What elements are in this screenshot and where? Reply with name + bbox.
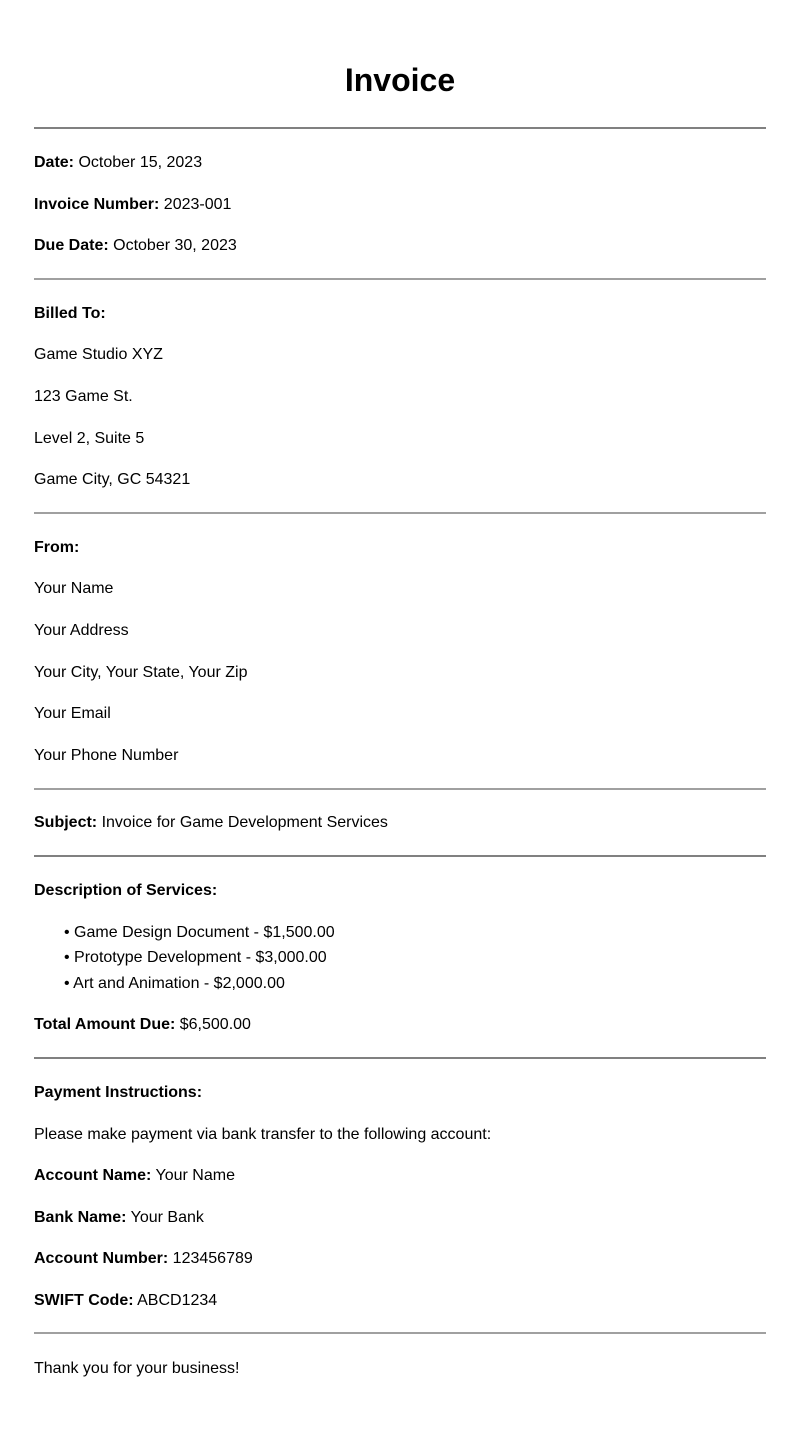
bank-name-row [34,1210,204,1226]
account-number-value: 123456789 [168,1250,253,1267]
divider [34,855,766,857]
subject-value: Invoice for Game Development Services [97,814,388,831]
date-label: Date: [34,154,75,171]
divider [34,512,766,514]
invoice-number-value: 2023-001 [159,196,232,213]
due-date-row [34,238,237,254]
service-item: • Prototype Development - $3,000.00 [64,949,327,966]
from-line: Your Phone Number [34,747,179,764]
account-name-value: Your Name [151,1167,235,1184]
swift-code-value: ABCD1234 [133,1292,218,1309]
divider [34,788,766,790]
page-title: Invoice [344,62,456,98]
due-date-label: Due Date: [34,237,109,254]
divider [34,1057,766,1059]
date-row [34,155,202,171]
from-line: Your Email [34,705,111,722]
account-number-label: Account Number: [34,1250,169,1267]
bank-name-value: Your Bank [126,1209,204,1226]
billed-to-heading: Billed To: [34,305,106,322]
swift-code-label: SWIFT Code: [34,1292,134,1309]
subject-label: Subject: [34,814,98,831]
subject-row [34,815,388,831]
from-line: Your Address [34,622,129,639]
date-value: October 15, 2023 [74,154,203,171]
from-heading: From: [34,539,80,556]
total-label: Total Amount Due: [34,1016,176,1033]
invoice-number-row [34,197,231,213]
invoice-number-label: Invoice Number: [34,196,160,213]
billed-to-line: Game City, GC 54321 [34,471,191,488]
bank-name-label: Bank Name: [34,1209,127,1226]
total-row [34,1017,251,1033]
total-value: $6,500.00 [175,1016,251,1033]
divider [34,127,766,129]
swift-code-row [34,1293,217,1309]
payment-heading: Payment Instructions: [34,1084,203,1101]
from-line: Your Name [34,580,114,597]
billed-to-line: Game Studio XYZ [34,346,163,363]
divider [34,278,766,280]
billed-to-line: Level 2, Suite 5 [34,430,145,447]
service-item: • Art and Animation - $2,000.00 [64,975,285,992]
account-number-row [34,1251,253,1267]
account-name-label: Account Name: [34,1167,152,1184]
closing-note: Thank you for your business! [34,1360,240,1377]
billed-to-line: 123 Game St. [34,388,133,405]
from-line: Your City, Your State, Your Zip [34,664,248,681]
account-name-row [34,1168,235,1184]
due-date-value: October 30, 2023 [108,237,237,254]
services-heading: Description of Services: [34,882,218,899]
payment-intro: Please make payment via bank transfer to the following account: [34,1126,492,1143]
divider [34,1332,766,1334]
service-item: • Game Design Document - $1,500.00 [64,924,335,941]
